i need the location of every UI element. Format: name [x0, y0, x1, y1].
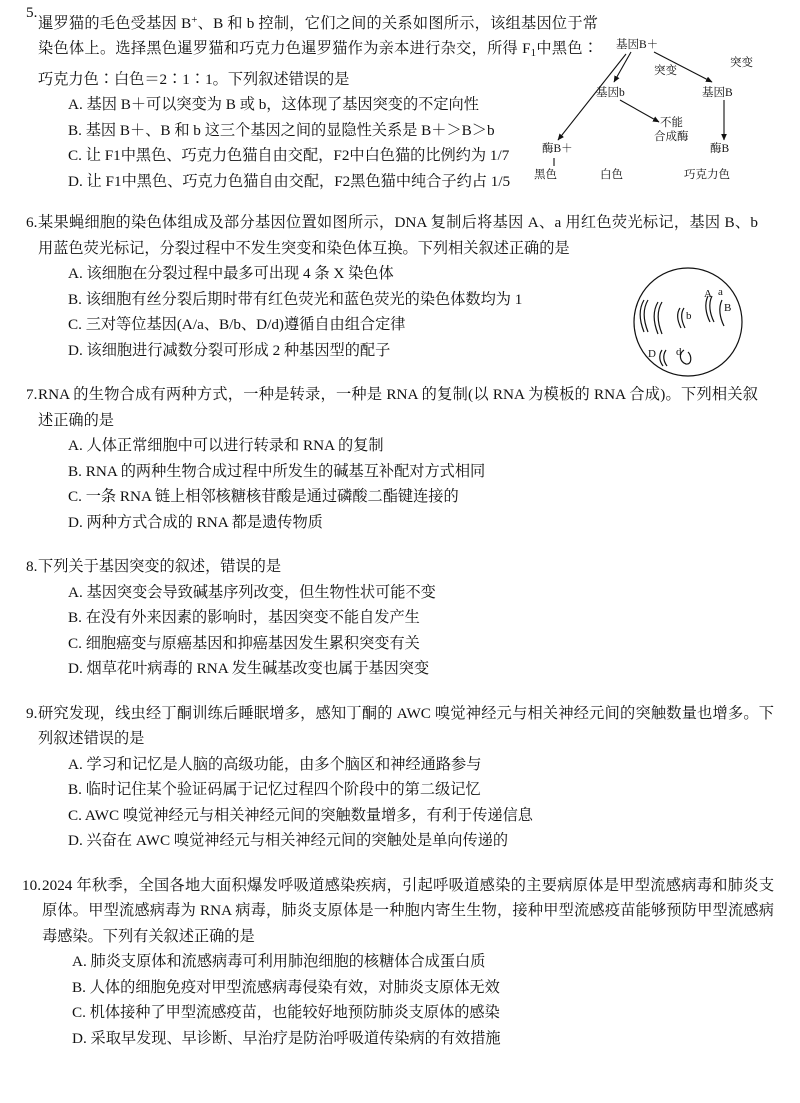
- question-6-option-d: D. 该细胞进行减数分裂可形成 2 种基因型的配子: [68, 341, 391, 359]
- gene-b-label-6: b: [686, 310, 692, 323]
- question-7-option-d: D. 两种方式合成的 RNA 都是遗传物质: [68, 513, 323, 531]
- question-7-number: 7.: [26, 386, 38, 404]
- gene-A-label: A: [704, 288, 712, 301]
- mutation-left-label: 突变: [654, 65, 677, 77]
- question-5: [0, 0, 800, 194]
- gene-b-label: 基因b: [596, 87, 625, 99]
- gene-B-label-6: B: [724, 302, 732, 315]
- gene-d-label: d: [676, 346, 682, 359]
- q5-stem-part3: 中黑色∶巧克力色∶白色＝2∶1∶1。下列叙述错误的是: [38, 40, 599, 88]
- gene-D-label: D: [648, 348, 656, 361]
- cannot-synthesize-label-1: 不能: [660, 117, 683, 129]
- question-9-option-b: B. 临时记住某个验证码属于记忆过程四个阶段中的第二级记忆: [68, 781, 481, 799]
- question-10-option-a: A. 肺炎支原体和流感病毒可利用肺泡细胞的核糖体合成蛋白质: [72, 953, 486, 971]
- question-9-option-c: C. AWC 嗅觉神经元与相关神经元间的突触数量增多，有利于传递信息: [68, 806, 533, 824]
- color-black-label: 黑色: [534, 169, 557, 181]
- question-7-option-a: A. 人体正常细胞中可以进行转录和 RNA 的复制: [68, 437, 384, 455]
- question-6-option-b: B. 该细胞有丝分裂后期时带有红色荧光和蓝色荧光的染色体数均为 1: [68, 290, 523, 308]
- question-9-option-a: A. 学习和记忆是人脑的高级功能，由多个脑区和神经通路参与: [68, 755, 482, 773]
- question-10-number: 10.: [22, 876, 41, 894]
- fly-cell-diagram-svg: [618, 266, 758, 378]
- question-7-option-c: C. 一条 RNA 链上相邻核糖核苷酸是通过磷酸二酯键连接的: [68, 488, 459, 506]
- q5-stem-sub: 1: [530, 47, 537, 60]
- question-8-option-b: B. 在没有外来因素的影响时，基因突变不能自发产生: [68, 609, 420, 627]
- question-5-number: 5.: [26, 4, 38, 21]
- question-10-option-d: D. 采取早发现、早诊断、早治疗是防治呼吸道传染病的有效措施: [72, 1029, 501, 1047]
- q5-stem-part2: 、B 和 b 控制，它们之间的关系如图所示，该组基因位于常染色体上。选择黑色暹罗猫和巧克力色暹罗猫作为亲本进行杂交，所得 F: [38, 14, 598, 58]
- question-10-option-c: C. 机体接种了甲型流感疫苗，也能较好地预防肺炎支原体的感染: [72, 1004, 500, 1022]
- q5-stem-part1: 暹罗猫的毛色受基因 B: [38, 14, 192, 32]
- question-6-stem: 某果蝇细胞的染色体组成及部分基因位置如图所示，DNA 复制后将基因 A、a 用红色荧光标记，基因 B、b 用蓝色荧光标记，分裂过程中不发生突变和染色体互换。下列相关叙述正确的是: [38, 214, 758, 257]
- question-9-stem: 研究发现，线虫经丁酮训练后睡眠增多，感知丁酮的 AWC 嗅觉神经元与相关神经元间的突触数量也增多。下列叙述错误的是: [38, 704, 774, 748]
- question-7-stem: RNA 的生物合成有两种方式，一种是转录，一种是 RNA 的复制(以 RNA 为模板的 RNA 合成)。下列相关叙述正确的是: [38, 386, 758, 429]
- question-10: [0, 873, 800, 1052]
- gene-mutation-diagram: [534, 30, 786, 190]
- gene-B-label: 基因B: [702, 87, 733, 99]
- question-6: [0, 210, 800, 363]
- color-white-label: 白色: [600, 169, 623, 181]
- question-8: [0, 554, 800, 682]
- question-8-option-a: A. 基因突变会导致碱基序列改变，但生物性状可能不变: [68, 583, 436, 601]
- cannot-synthesize-label-2: 合成酶: [654, 131, 689, 143]
- gene-mutation-diagram-svg: [534, 30, 786, 190]
- enzyme-b-plus-label: 酶B＋: [542, 143, 573, 155]
- question-5-stem: [30, 8, 598, 92]
- question-5-option-a: A. 基因 B＋可以突变为 B 或 b，这体现了基因突变的不定向性: [68, 96, 479, 114]
- question-8-number: 8.: [26, 558, 38, 576]
- question-6-option-c: C. 三对等位基因(A/a、B/b、D/d)遵循自由组合定律: [68, 316, 406, 334]
- question-5-option-c: C. 让 F1中黑色、巧克力色猫自由交配，F2中白色猫的比例约为 1/7: [68, 147, 510, 165]
- gene-b-plus-label: 基因B＋: [616, 39, 659, 51]
- question-6-option-a: A. 该细胞在分裂过程中最多可出现 4 条 X 染色体: [68, 265, 394, 283]
- question-7: [0, 382, 800, 535]
- question-9: [0, 701, 800, 854]
- question-10-option-b: B. 人体的细胞免疫对甲型流感病毒侵染有效，对肺炎支原体无效: [72, 978, 500, 996]
- question-9-number: 9.: [26, 704, 38, 722]
- question-8-option-c: C. 细胞癌变与原癌基因和抑癌基因发生累积突变有关: [68, 634, 420, 652]
- q5-stem-sup: +: [191, 14, 198, 26]
- question-6-number: 6.: [26, 214, 38, 232]
- question-7-option-b: B. RNA 的两种生物合成过程中所发生的碱基互补配对方式相同: [68, 462, 486, 480]
- question-5-option-b: B. 基因 B＋、B 和 b 这三个基因之间的显隐性关系是 B＋＞B＞b: [68, 121, 495, 139]
- question-10-stem: 2024 年秋季，全国各地大面积爆发呼吸道感染疾病，引起呼吸道感染的主要病原体是甲型流感病毒和肺炎支原体。甲型流感病毒为 RNA 病毒，肺炎支原体是一种胞内寄生生物，接种甲型流感疫苗能够预防甲型流感病毒感染。下列有关叙述正确的是: [42, 876, 774, 945]
- enzyme-b-label: 酶B: [710, 143, 730, 155]
- question-8-stem: 下列关于基因突变的叙述，错误的是: [38, 558, 281, 576]
- question-8-option-d: D. 烟草花叶病毒的 RNA 发生碱基改变也属于基因突变: [68, 660, 430, 678]
- mutation-right-label: 突变: [730, 57, 753, 69]
- question-9-option-d: D. 兴奋在 AWC 嗅觉神经元与相关神经元间的突触处是单向传递的: [68, 832, 509, 850]
- fly-cell-diagram: [618, 266, 758, 378]
- question-5-option-d: D. 让 F1中黑色、巧克力色猫自由交配，F2黑色猫中纯合子约占 1/5: [68, 172, 511, 190]
- color-chocolate-label: 巧克力色: [684, 169, 730, 181]
- gene-a-label: a: [718, 286, 723, 299]
